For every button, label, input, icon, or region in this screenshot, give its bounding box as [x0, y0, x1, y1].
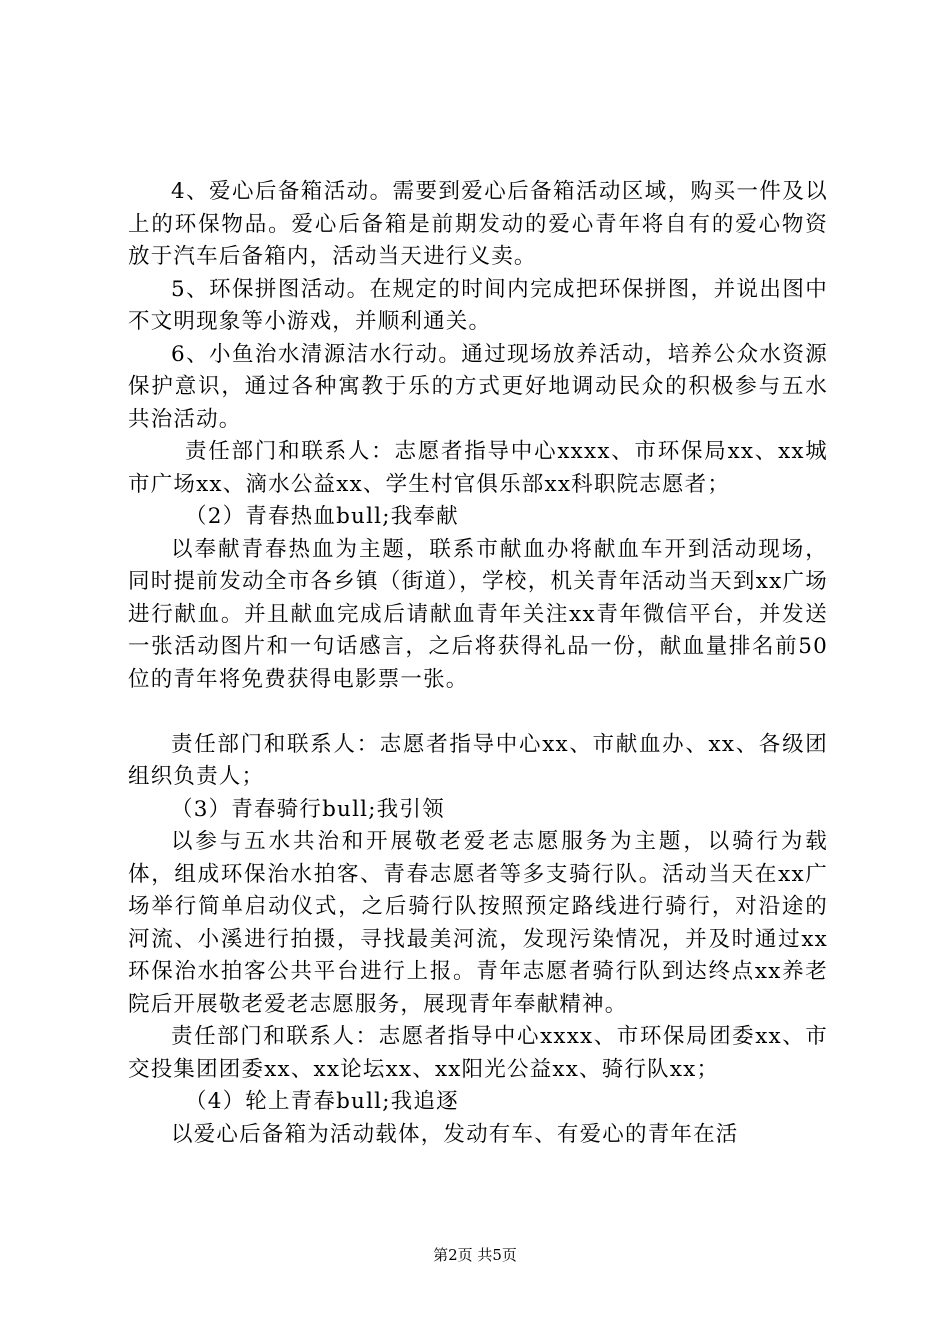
- section-heading-2: （2）青春热血bull;我奉献: [185, 504, 459, 529]
- paragraph-item-5: 5、环保拼图活动。在规定的时间内完成把环保拼图，并说出图中不文明现象等小游戏，并顺利通关。: [128, 276, 828, 334]
- section-heading-3: （3）青春骑行bull;我引领: [171, 796, 445, 822]
- paragraph-responsibility-2: 责任部门和联系人：志愿者指导中心xx、市献血办、xx、各级团组织负责人；: [128, 731, 828, 789]
- paragraph-responsibility-1: 责任部门和联系人：志愿者指导中心xxxx、市环保局xx、xx城市广场xx、滴水公益xx、学生村官俱乐部xx科职院志愿者；: [128, 439, 828, 497]
- paragraph-blood-donation: 以奉献青春热血为主题，联系市献血办将献血车开到活动现场，同时提前发动全市各乡镇（街道），学校，机关青年活动当天到xx广场进行献血。并且献血完成后请献血青年关注xx青年微信平台，并发送一张活动图片和一句话感言，之后将获得礼品一份，献血量排名前50位的青年将免费获得电影票一张。: [128, 536, 828, 692]
- paragraph-item-6: 6、小鱼治水清源洁水行动。通过现场放养活动，培养公众水资源保护意识，通过各种寓教于乐的方式更好地调动民众的积极参与五水共治活动。: [128, 341, 828, 432]
- blank-line: [128, 696, 828, 729]
- page-number-footer: 第2页 共5页: [433, 1246, 517, 1264]
- document-body: [128, 176, 828, 1151]
- paragraph-responsibility-3: 责任部门和联系人：志愿者指导中心xxxx、市环保局团委xx、市交投集团团委xx、xx论坛xx、xx阳光公益xx、骑行队xx；: [128, 1024, 828, 1082]
- paragraph-trunk-activity: 以爱心后备箱为活动载体，发动有车、有爱心的青年在活: [171, 1121, 739, 1147]
- paragraph-item-4: 4、爱心后备箱活动。需要到爱心后备箱活动区域，购买一件及以上的环保物品。爱心后备箱是前期发动的爱心青年将自有的爱心物资放于汽车后备箱内，活动当天进行义卖。: [128, 179, 828, 269]
- paragraph-cycling: 以参与五水共治和开展敬老爱老志愿服务为主题，以骑行为载体，组成环保治水拍客、青春志愿者等多支骑行队。活动当天在xx广场举行简单启动仪式，之后骑行队按照预定路线进行骑行，对沿途的河流、小溪进行拍摄，寻找最美河流，发现污染情况，并及时通过xx环保治水拍客公共平台进行上报。青年志愿者骑行队到达终点xx养老院后开展敬老爱老志愿服务，展现青年奉献精神。: [128, 829, 828, 1017]
- section-heading-4: （4）轮上青春bull;我追逐: [185, 1089, 459, 1114]
